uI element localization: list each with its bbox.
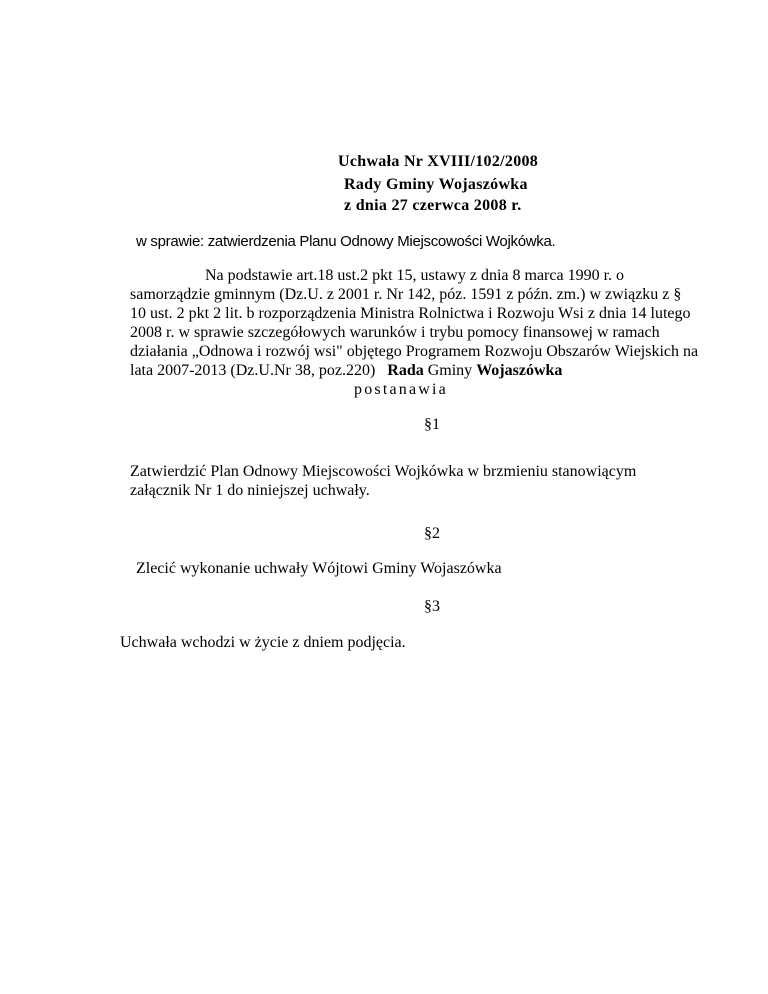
section-text: Zatwierdzić Plan Odnowy Miejscowości Wojkówka w brzmieniu stanowiącym [130,463,637,480]
section-text: Uchwała wchodzi w życie z dniem podjęcia. [120,634,406,651]
section-symbol: §2 [424,525,440,542]
basis-line: działania „Odnowa i rozwój wsi" objętego Programem Rozwoju Obszarów Wiejskich na [130,343,699,360]
gmina-word: Gminy [427,362,473,379]
basis-line: samorządzie gminnym (Dz.U. z 2001 r. Nr 142, póz. 1591 z późn. zm.) w związku z § [130,286,682,303]
section-text: Zlecić wykonanie uchwały Wójtowi Gminy Wojaszówka [136,560,502,577]
section-text: załącznik Nr 1 do niniejszej uchwały. [130,482,370,499]
basis-line: 10 ust. 2 pkt 2 lit. b rozporządzenia Ministra Rolnictwa i Rozwoju Wsi z dnia 14 lutego [130,305,691,322]
basis-line [130,361,562,380]
gmina-name: Wojaszówka [476,362,563,379]
basis-line-text: lata 2007-2013 (Dz.U.Nr 38, poz.220) [130,362,376,379]
section-symbol: §3 [424,598,440,615]
basis-line: Na podstawie art.18 ust.2 pkt 15, ustawy z dnia 8 marca 1990 r. o [205,267,625,284]
section-symbol: §1 [424,416,440,433]
council-name: Rady Gminy Wojaszówka [344,176,528,193]
council-word: Rada [387,362,424,379]
decides-word: postanawia [354,381,448,398]
basis-line: 2008 r. w sprawie szczegółowych warunków i trybu pomocy finansowej w ramach [130,324,660,341]
resolution-subject: w sprawie: zatwierdzenia Planu Odnowy Miejscowości Wojkówka. [136,233,556,250]
resolution-date: z dnia 27 czerwca 2008 r. [344,197,522,214]
resolution-number: Uchwała Nr XVIII/102/2008 [338,153,539,170]
